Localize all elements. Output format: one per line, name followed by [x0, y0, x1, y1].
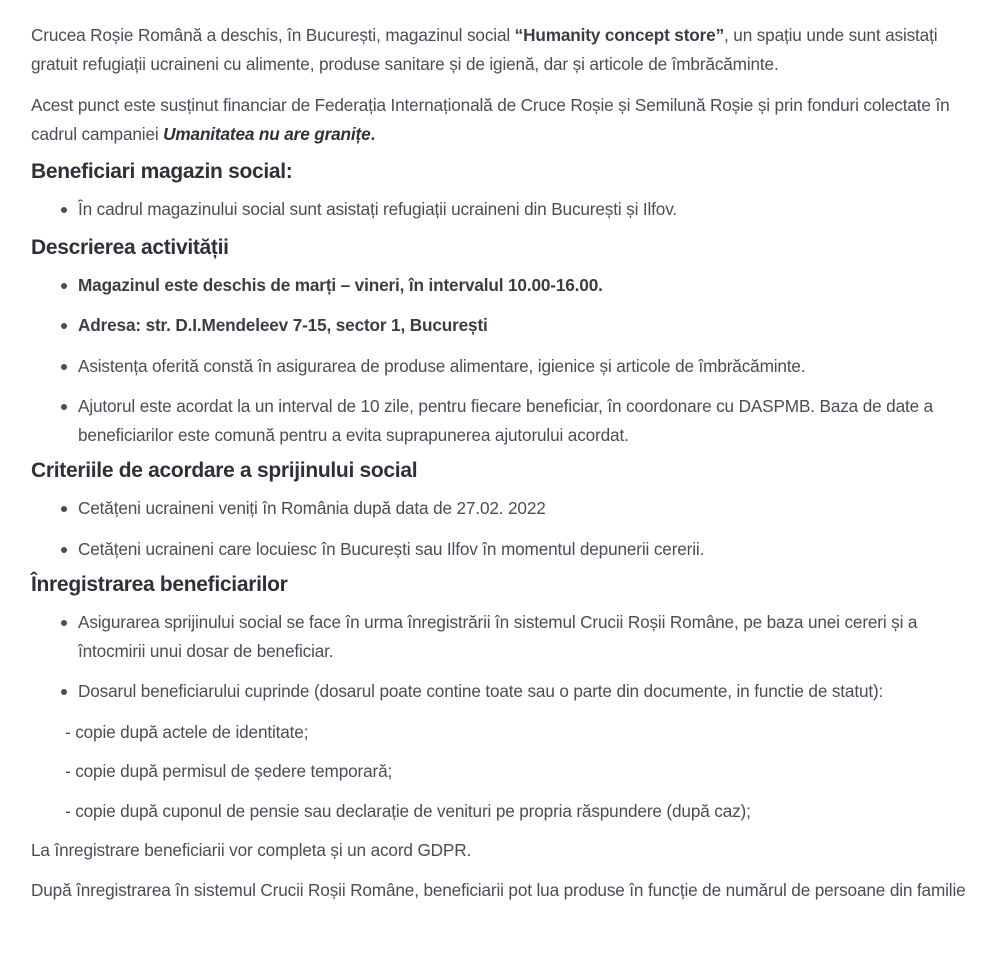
campaign-name: Umanitatea nu are granițe — [163, 123, 371, 144]
list-item-text: Ajutorul este acordat la un interval de 10 zile, pentru fiecare beneficiar, în coordonare cu DASPMB. Baza de date a beneficiarilor este comună pentru a evita suprapunerea ajutorului acordat. — [78, 396, 934, 445]
list-item-schedule — [78, 271, 976, 300]
list-item-text: Adresa: str. D.I.Mendeleev 7-15, sector 1, București — [78, 315, 488, 335]
list-item — [78, 494, 976, 523]
bullet-icon — [61, 689, 67, 695]
funding-period: . — [370, 123, 376, 144]
list-item — [78, 608, 976, 665]
intro-text-start: Crucea Roșie Română a deschis, în București, magazinul social — [31, 25, 515, 45]
activity-list — [31, 271, 976, 450]
gdpr-paragraph: La înregistrare beneficiarii vor completa și un acord GDPR. — [31, 840, 472, 860]
intro-text-end: , un spațiu unde sunt asistați gratuit refugiații ucraineni cu alimente, produse sanitare și de igienă, dar și articole de îmbrăcăminte. — [31, 25, 938, 74]
intro-paragraph — [31, 21, 976, 78]
list-item-text: Dosarul beneficiarului cuprinde (dosarul poate contine toate sau o parte din documente, in functie de statut): — [78, 681, 884, 701]
list-item-text: Asigurarea sprijinului social se face în urma înregistrării în sistemul Crucii Roșii Române, pe baza unei cereri și a întocmirii unui dosar de beneficiar. — [78, 612, 918, 661]
bullet-icon — [61, 620, 67, 626]
list-item-text: Asistența oferită constă în asigurarea de produse alimentare, igienice și articole de îmbrăcăminte. — [78, 355, 806, 376]
list-item — [78, 195, 976, 224]
closing-paragraph: După înregistrarea în sistemul Crucii Roșii Române, beneficiarii pot lua produse în funcție de numărul de persoane din familie — [31, 879, 966, 900]
store-name: “Humanity concept store” — [514, 25, 725, 45]
list-item — [78, 535, 976, 564]
bullet-icon — [61, 547, 67, 553]
list-item — [78, 392, 976, 449]
funding-text: Acest punct este susținut financiar de Federația Internațională de Cruce Roșie și Semilună Roșie și prin fonduri colectate în cadrul campaniei — [31, 95, 950, 144]
section-heading-criteria: Criteriile de acordare a sprijinului social — [31, 459, 418, 482]
criteria-list — [31, 494, 976, 563]
section-heading-activity: Descrierea activității — [31, 235, 229, 259]
list-item-text: Cetățeni ucraineni care locuiesc în București sau Ilfov în momentul depunerii cererii. — [78, 538, 705, 559]
beneficiaries-list — [31, 195, 976, 224]
bullet-icon — [61, 323, 67, 329]
section-heading-beneficiaries: Beneficiari magazin social: — [31, 160, 293, 183]
bullet-icon — [61, 364, 67, 370]
list-item-address — [78, 311, 976, 340]
list-item — [78, 677, 976, 706]
list-item — [78, 352, 976, 381]
list-item-text: Cetățeni ucraineni veniți în România după data de 27.02. 2022 — [78, 498, 546, 518]
registration-list — [31, 608, 976, 706]
list-item-text: Magazinul este deschis de marți – vineri, în intervalul 10.00-16.00. — [78, 274, 603, 295]
section-heading-registration: Înregistrarea beneficiarilor — [31, 573, 288, 596]
bullet-icon — [61, 506, 67, 512]
bullet-icon — [61, 404, 67, 410]
bullet-icon — [61, 207, 67, 213]
document-item-residence-permit: - copie după permisul de ședere temporară; — [65, 761, 393, 781]
list-item-text: În cadrul magazinului social sunt asistați refugiații ucraineni din București și Ilfov. — [78, 199, 677, 219]
funding-paragraph — [31, 91, 976, 148]
bullet-icon — [61, 283, 67, 289]
document-item-identity: - copie după actele de identitate; — [65, 721, 309, 742]
document-item-income: - copie după cuponul de pensie sau declarație de venituri pe propria răspundere (după caz); — [65, 800, 751, 821]
